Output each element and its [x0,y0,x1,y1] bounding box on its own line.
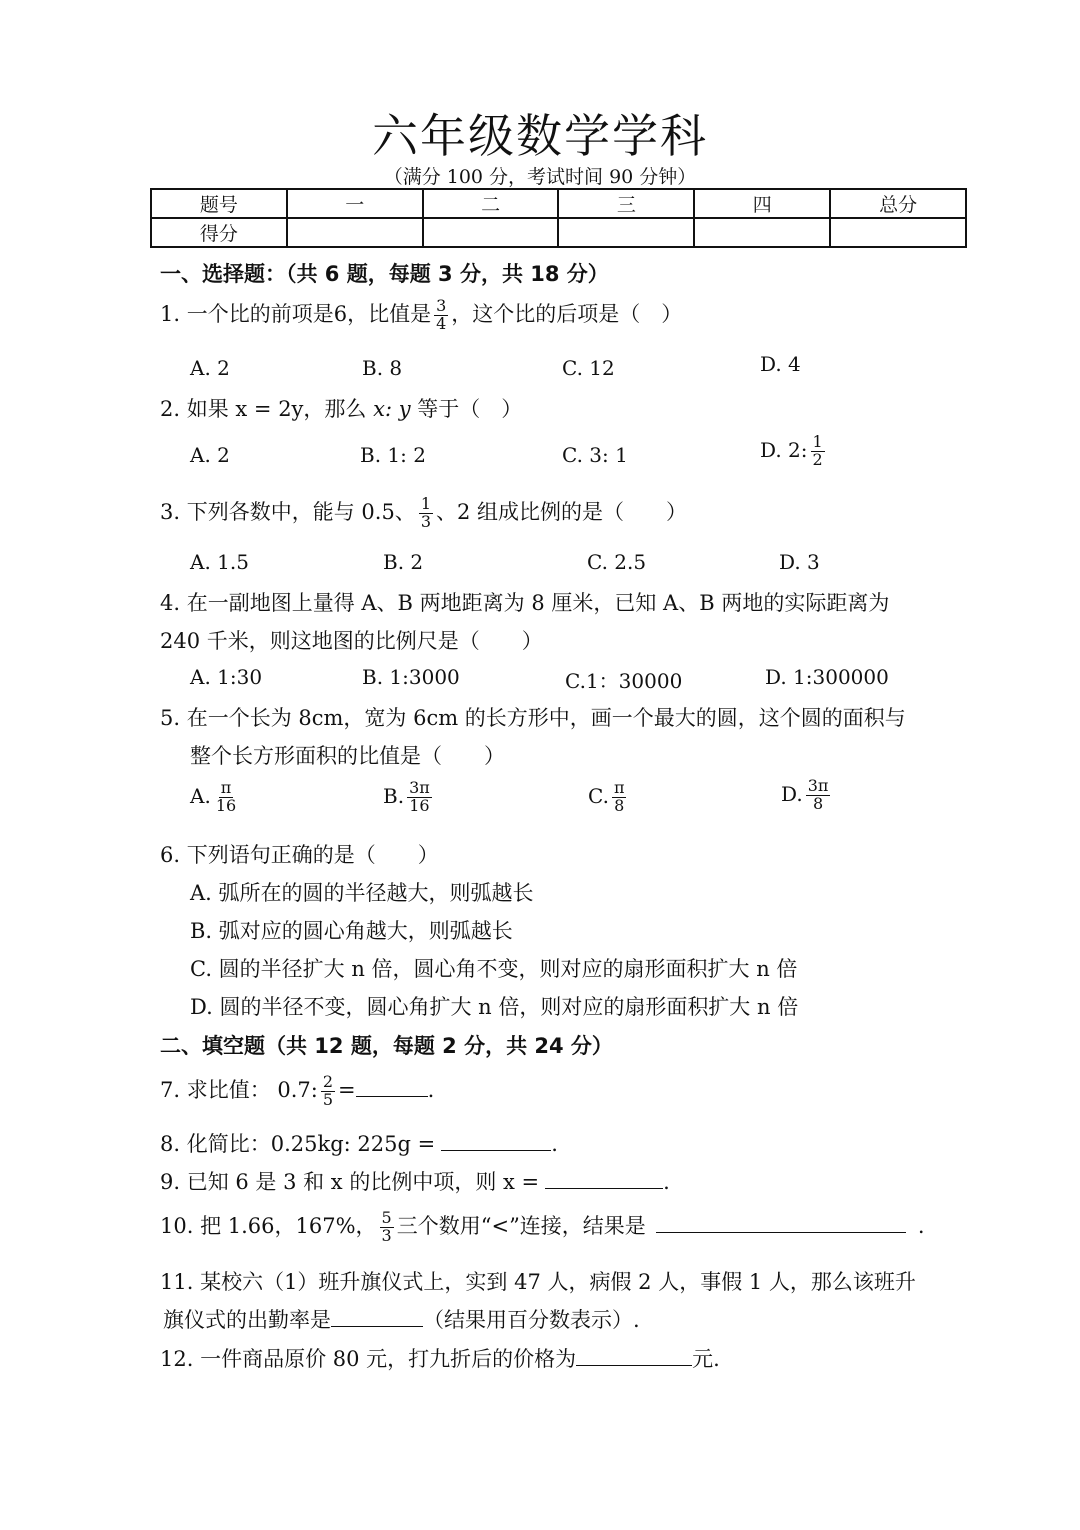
option-b[interactable]: B. 8 [362,356,403,380]
option-d[interactable]: D. 1:300000 [765,665,889,689]
score-table-header-cell: 四 [694,189,830,218]
option-d[interactable]: D. 3 [779,550,820,574]
exam-title: 六年级数学学科 [372,109,708,163]
question-5-line1: 5. 在一个长为 8cm，宽为 6cm 的长方形中，画一个最大的圆，这个圆的面积与 [160,706,906,730]
section2-heading: 二、填空题（共 12 题，每题 2 分，共 24 分） [160,1034,613,1058]
math-expression: x: y [373,397,411,421]
fraction: $\frac{1}{2}$ [812,432,823,469]
question-7: 7. 求比值： 0.7: $\frac{2}{5}$ = . [160,1072,435,1109]
option-b[interactable]: B. 1: 2 [360,443,426,467]
score-table-header-cell: 题号 [151,189,287,218]
question-text: 12. 一件商品原价 80 元，打九折后的价格为 [160,1347,577,1371]
score-cell[interactable] [558,218,694,247]
question-number: 2. [160,397,181,421]
question-10: 10. 把 1.66，167%， $\frac{5}{3}$ 三个数用“<”连接，结果是 . [160,1208,925,1245]
question-11-line1: 11. 某校六（1）班升旗仪式上，实到 47 人，病假 2 人，事假 1 人，那么该班升 [160,1270,916,1294]
question-text: 9. 已知 6 是 3 和 x 的比例中项，则 x = [160,1170,540,1194]
section1-heading: 一、选择题：（共 6 题，每题 3 分，共 18 分） [160,262,609,286]
option-a[interactable]: A. $\frac{\pi}{16}$ [190,778,237,815]
question-5-line2: 整个长方形面积的比值是（ ） [190,744,505,768]
question-text: 8. 化简比：0.25kg: 225g = [160,1132,436,1156]
fraction: $\frac{3\pi}{16}$ [409,778,430,815]
score-table-header-cell: 二 [423,189,559,218]
option-b[interactable]: B. 弧对应的圆心角越大，则弧越长 [190,919,513,943]
score-table-header-row [151,189,966,218]
question-text: ，这个比的后项是（ ） [451,302,683,326]
score-cell[interactable] [694,218,830,247]
option-a[interactable]: A. 1.5 [190,550,249,574]
question-number: 1. [160,302,181,326]
score-cell[interactable] [287,218,423,247]
question-2 [160,393,522,423]
score-table-score-row [151,218,966,247]
score-table-header-cell: 总分 [830,189,966,218]
option-a[interactable]: A. 弧所在的圆的半径越大，则弧越长 [190,881,534,905]
option-d[interactable]: D. 4 [760,352,801,376]
question-text: 7. 求比值： 0.7: [160,1078,318,1102]
fraction: $\frac{5}{3}$ [381,1208,392,1245]
answer-blank[interactable] [576,1345,692,1366]
question-text: 一个比的前项是6，比值是 [186,302,432,326]
question-1 [160,298,682,333]
score-cell[interactable] [830,218,966,247]
question-4-line2: 240 千米，则这地图的比例尺是（ ） [160,629,543,653]
option-c[interactable]: C. 12 [562,356,615,380]
option-a[interactable]: A. 2 [190,356,230,380]
option-d[interactable]: D. $\frac{3\pi}{8}$ [781,776,829,813]
fraction: $\frac{\pi}{16}$ [215,778,237,815]
score-cell[interactable] [423,218,559,247]
option-b[interactable]: B. 1:3000 [362,665,460,689]
option-b[interactable]: B. 2 [383,550,424,574]
answer-blank[interactable] [441,1130,551,1151]
question-text: 等于（ ） [417,397,523,421]
option-c[interactable]: C. 2.5 [587,550,647,574]
question-6: 6. 下列语句正确的是（ ） [160,843,439,867]
question-12: 12. 一件商品原价 80 元，打九折后的价格为 元. [160,1347,720,1371]
question-9: 9. 已知 6 是 3 和 x 的比例中项，则 x = . [160,1170,670,1194]
option-a[interactable]: A. 2 [190,443,230,467]
score-table-header-cell: 一 [287,189,423,218]
option-c[interactable]: C. $\frac{\pi}{8}$ [588,778,625,815]
option-d[interactable]: D. 圆的半径不变，圆心角扩大 n 倍，则对应的扇形面积扩大 n 倍 [190,995,799,1019]
answer-blank[interactable] [656,1212,906,1233]
question-text: 下列各数中，能与 0.5、 [186,500,416,524]
question-text: 如果 x = 2y，那么 [186,397,367,421]
fraction: $\frac{1}{3}$ [420,494,431,531]
question-text: 、2 组成比例的是（ ） [436,500,688,524]
score-table-header-cell: 三 [558,189,694,218]
score-table [150,188,967,248]
question-text: 三个数用“<”连接，结果是 [396,1214,646,1238]
question-4-line1: 4. 在一副地图上量得 A、B 两地距离为 8 厘米，已知 A、B 两地的实际距离为 [160,591,890,615]
fraction: $\frac{2}{5}$ [322,1072,334,1109]
question-number: 3. [160,500,181,524]
fraction: $\frac{\pi}{8}$ [613,778,625,815]
answer-blank[interactable] [356,1076,428,1097]
option-b[interactable]: B. $\frac{3\pi}{16}$ [383,778,430,815]
fraction: $\frac{3}{4}$ [436,296,447,333]
question-8: 8. 化简比：0.25kg: 225g = . [160,1132,558,1156]
question-text: 10. 把 1.66，167%， [160,1214,377,1238]
answer-blank[interactable] [545,1168,663,1189]
question-3 [160,496,687,531]
option-a[interactable]: A. 1:30 [190,665,263,689]
option-c[interactable]: C.1：30000 [565,669,683,693]
answer-blank[interactable] [331,1306,423,1327]
question-11-line2: 旗仪式的出勤率是 （结果用百分数表示）. [163,1308,640,1332]
option-c[interactable]: C. 3: 1 [562,443,628,467]
fraction: $\frac{3\pi}{8}$ [807,776,829,813]
score-row-label: 得分 [151,218,287,247]
exam-subtitle: （满分 100 分，考试时间 90 分钟） [383,166,697,188]
option-c[interactable]: C. 圆的半径扩大 n 倍，圆心角不变，则对应的扇形面积扩大 n 倍 [190,957,798,981]
option-d[interactable]: D. 2: $\frac{1}{2}$ [760,432,823,469]
